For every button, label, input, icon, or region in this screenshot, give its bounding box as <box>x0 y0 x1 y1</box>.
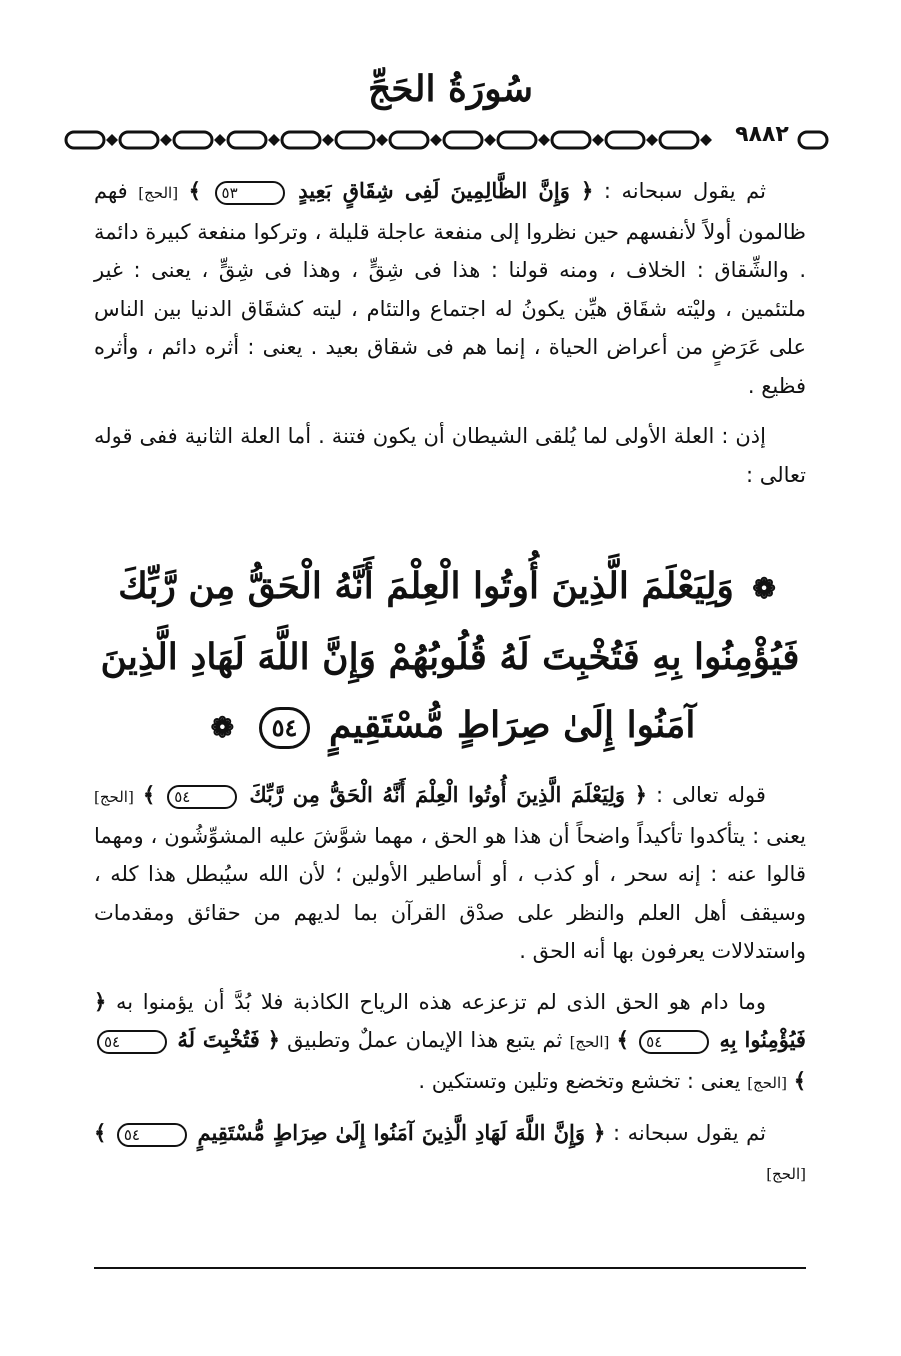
paragraph-text: فهم ظالمون أولاً لأنفسهم حين نظروا إلى منفعة عاجلة قليلة ، وتركوا منفعة كبيرة دائمة . والشِّقاق : الخلاف ، ومنه قولنا : هذا فى شِقٍّ ، وهذا فى شِقٍّ ، يعنى : غير ملتئمين ، وليْته شقَاق هيِّن يكونُ له اجتماع والتئام ، ليته كشقَاق الدنيا بين الناس على عَرَضٍ من أعراض الحياة ، إنما هم فى شقاق بعيد . يعنى : أثره دائم ، وأثره فظيع . <box>94 179 806 398</box>
paragraph-3 <box>94 776 806 971</box>
verse-number-badge: ٥٤ <box>97 1030 167 1054</box>
paragraph-5 <box>94 1114 806 1193</box>
verse-line-3-text: آمَنُوا إِلَىٰ صِرَاطٍ مُّسْتَقِيمٍ <box>328 704 696 746</box>
ornamental-link-icon <box>796 128 830 152</box>
paragraph-4 <box>94 983 806 1103</box>
surah-reference: [الحج] <box>747 1073 787 1092</box>
verse-number-badge: ٥٤ <box>167 785 237 809</box>
quote-close: ﴾ <box>94 1120 107 1145</box>
quranic-quote: ﴿ وَإِنَّ الظَّالِمِينَ لَفِى شِقَاقٍ بَعِيدٍ <box>298 178 594 203</box>
ornament-flower-icon: ❁ <box>210 711 235 744</box>
verse-number-badge: ٥٤ <box>117 1123 187 1147</box>
paragraph-text: وما دام هو الحق الذى لم تزعزعه هذه الرياح الكاذبة فلا بُدَّ أن يؤمنوا به <box>115 989 766 1014</box>
page-number: ٩٨٨٢ <box>735 122 789 147</box>
surah-reference: [الحج] <box>569 1033 610 1051</box>
surah-title: سُورَةُ الحَجِّ <box>368 68 533 110</box>
verse-line-2: فَيُؤْمِنُوا بِهِ فَتُخْبِتَ لَهُ قُلُوبُهُمْ وَإِنَّ اللَّهَ لَهَادِ الَّذِينَ <box>100 636 800 678</box>
verse-end-marker: ٥٤ <box>259 707 311 749</box>
paragraph-text: ثم يتبع هذا الإيمان عملٌ وتطبيق <box>287 1028 563 1052</box>
verse-number-badge: ٥٣ <box>215 181 285 205</box>
quranic-quote: ﴿ وَإِنَّ اللَّهَ لَهَادِ الَّذِينَ آمَنُوا إِلَىٰ صِرَاطٍ مُّسْتَقِيمٍ <box>197 1120 606 1145</box>
paragraph-lead: ثم يقول سبحانه : <box>603 179 766 203</box>
paragraph-text: إذن : العلة الأولى لما يُلقى الشيطان أن يكون فتنة . أما العلة الثانية ففى قوله تعالى : <box>94 424 806 487</box>
verse-line-1 <box>100 552 800 623</box>
verse-number-badge: ٥٤ <box>639 1030 709 1054</box>
quranic-quote: ﴿ وَلِيَعْلَمَ الَّذِينَ أُوتُوا الْعِلْمَ أَنَّهُ الْحَقُّ مِن رَّبِّكَ <box>249 782 647 807</box>
paragraph-lead: ثم يقول سبحانه : <box>612 1121 766 1145</box>
surah-reference: [الحج] <box>94 788 134 806</box>
surah-reference: [الحج] <box>766 1164 806 1183</box>
paragraph-2 <box>94 417 806 494</box>
paragraph-1 <box>94 172 806 405</box>
paragraph-text: يعنى : يتأكدوا تأكيداً واضحاً أن هذا هو الحق ، مهما شوَّشَ عليه المشوِّشُون ، ومهما قالوا عنه : إنه سحر ، أو كذب ، أو أساطير الأولين ؛ لأن الله سيُبطل هذا كله ، وسيقف أهل العلم والنظر على صدْق القرآن بما لديهم من حقائق ومقدمات واستدلالات يعرفون بها أنه الحق . <box>94 823 806 963</box>
footer-divider <box>94 1267 806 1269</box>
paragraph-lead: قوله تعالى : <box>655 783 766 807</box>
quote-close: ﴾ <box>793 1067 806 1093</box>
quote-close: ﴾ <box>142 782 156 807</box>
paragraph-text: يعنى : تخشع وتخضع وتلين وتستكين . <box>418 1068 741 1093</box>
commentary-bottom <box>94 776 806 1205</box>
quote-close: ﴾ <box>616 1027 629 1052</box>
ornament-flower-icon: ❁ <box>752 572 776 605</box>
commentary-top <box>94 172 806 506</box>
verse-line-1-text: وَلِيَعْلَمَ الَّذِينَ أُوتُوا الْعِلْمَ أَنَّهُ الْحَقُّ مِن رَّبِّكَ <box>118 565 734 607</box>
ornamental-chain-divider <box>62 128 722 152</box>
surah-reference: [الحج] <box>138 184 179 202</box>
quranic-quote: ﴿ فَتُخْبِتَ لَهُ <box>177 1027 280 1052</box>
quranic-verse-block <box>100 552 800 762</box>
verse-line-3 <box>100 691 800 762</box>
quranic-quote: ﴿ فَيُؤْمِنُوا بِهِ <box>94 988 806 1052</box>
quote-close: ﴾ <box>188 178 201 203</box>
